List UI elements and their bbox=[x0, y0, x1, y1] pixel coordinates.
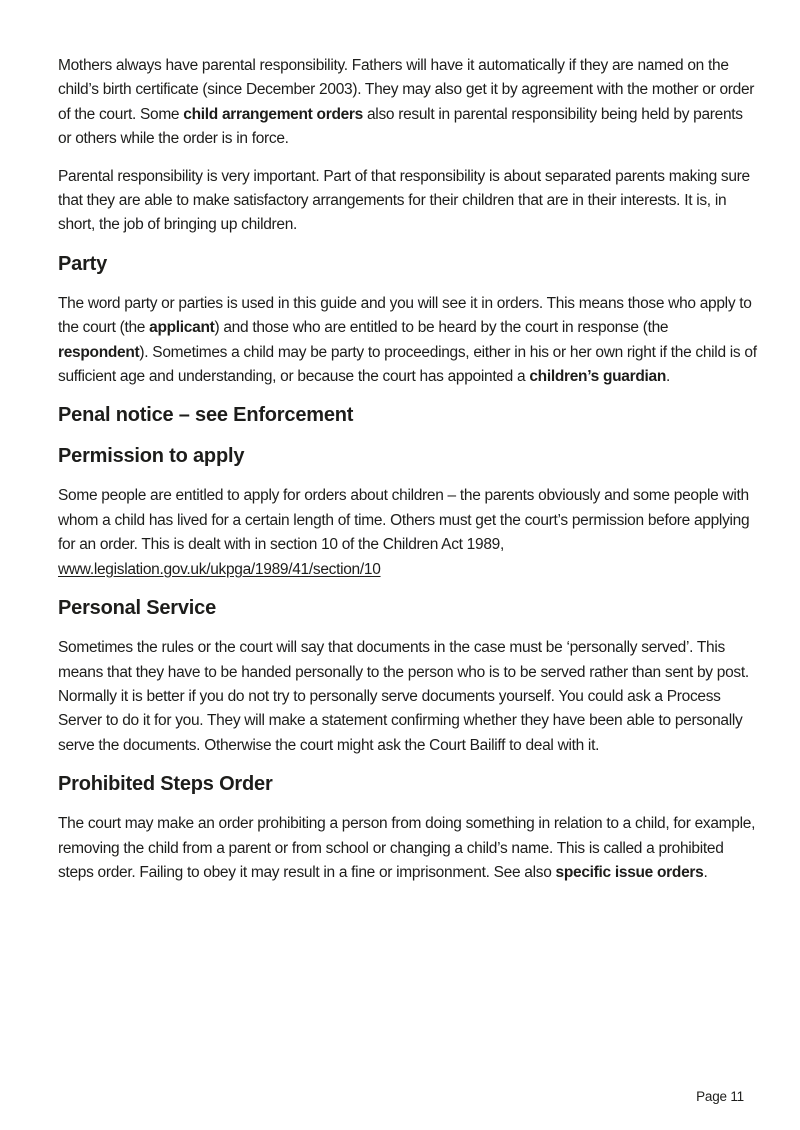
bold-term: children’s guardian bbox=[529, 368, 667, 386]
text-run: Some people are entitled to apply for orders about children – the parents obviously and some people with whom a child has lived for a certain length of time. Others must get the court’s permission before applying for an order. This is dealt with in section 10 of the Children Act 1989, bbox=[58, 487, 750, 554]
text-run: ) and those who are entitled to be heard by the court in response (the bbox=[214, 319, 669, 337]
bold-term: applicant bbox=[149, 319, 215, 337]
text-run: Personal Service bbox=[58, 597, 217, 620]
heading-party bbox=[58, 251, 758, 277]
paragraph-personal-service bbox=[58, 636, 758, 758]
text-run: Permission to apply bbox=[58, 445, 245, 468]
heading-personal-service bbox=[58, 595, 758, 621]
heading-permission-to-apply bbox=[58, 443, 758, 469]
paragraph-permission-to-apply bbox=[58, 484, 758, 582]
heading-prohibited-steps-order bbox=[58, 771, 758, 797]
heading-penal-notice bbox=[58, 402, 758, 428]
legislation-link[interactable]: www.legislation.gov.uk/ukpga/1989/41/section/10 bbox=[58, 560, 381, 578]
bold-term: child arrangement orders bbox=[183, 105, 363, 123]
text-run: . bbox=[666, 368, 671, 386]
paragraph-parental-responsibility-2 bbox=[58, 165, 758, 238]
bold-term: specific issue orders bbox=[555, 863, 704, 881]
page-number: Page 11 bbox=[696, 1089, 744, 1104]
paragraph-prohibited-steps-order bbox=[58, 812, 758, 885]
paragraph-party bbox=[58, 292, 758, 390]
text-run: Party bbox=[58, 252, 108, 275]
text-run: ). Sometimes a child may be party to proceedings, either in his or her own right if the child is of sufficient age and understanding, or because the court has appointed a bbox=[58, 343, 757, 386]
text-run: Mothers always have parental responsibility. Fathers will have it automatically if they are named on the child’s birth certificate (since December 2003). They may also get it by agreement with the mother or order of the court. Some bbox=[58, 57, 755, 123]
document-body bbox=[58, 54, 758, 898]
text-run: also result in parental responsibility being held by parents or others while the order is in force. bbox=[58, 105, 743, 148]
text-run: The word party or parties is used in this guide and you will see it in orders. This means those who apply to the court (the bbox=[58, 294, 752, 337]
text-run: . bbox=[703, 863, 708, 881]
bold-term: respondent bbox=[58, 343, 140, 361]
paragraph-parental-responsibility-1 bbox=[58, 54, 758, 152]
text-run: Prohibited Steps Order bbox=[58, 773, 273, 796]
text-run: Penal notice – see Enforcement bbox=[58, 404, 354, 427]
text-run: Sometimes the rules or the court will say that documents in the case must be ‘personally served’. This means that they have to be handed personally to the person who is to be served rather than sent by post. Normally it is better if you do not try to personally serve documents yourself. You could ask a Process Server to do it for you. They will make a statement confirming whether they have been able to personally serve the documents. Otherwise the court might ask the Court Bailiff to deal with it. bbox=[58, 639, 749, 754]
text-run: Parental responsibility is very important. Part of that responsibility is about separated parents making sure that they are able to make satisfactory arrangements for their children that are in their interests. It is, in short, the job of bringing up children. bbox=[58, 167, 750, 234]
text-run: The court may make an order prohibiting a person from doing something in relation to a child, for example, removing the child from a parent or from school or changing a child’s name. This is called a prohibited steps order. Failing to obey it may result in a fine or imprisonment. See also bbox=[58, 815, 756, 881]
